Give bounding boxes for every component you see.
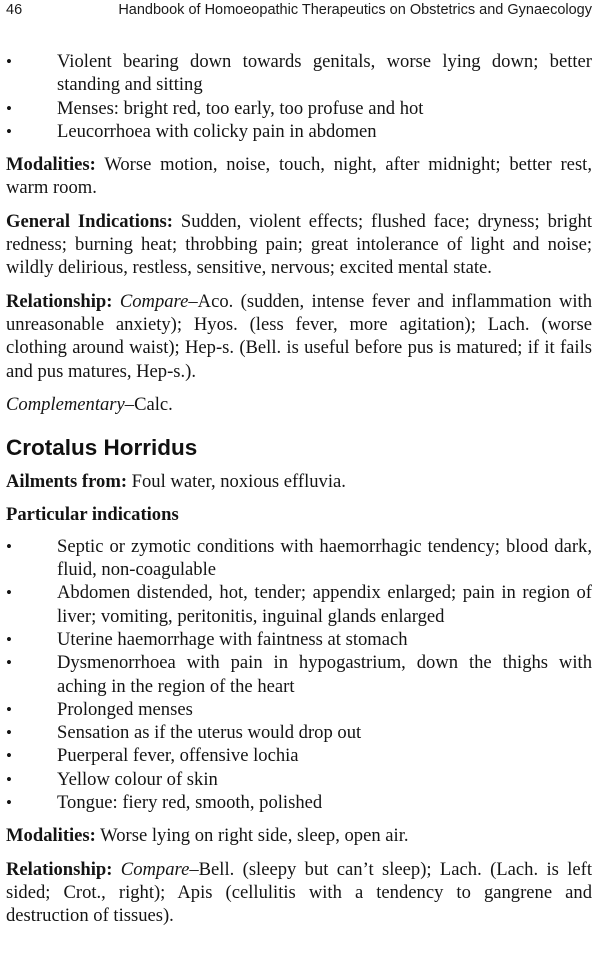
complementary-paragraph — [6, 393, 592, 416]
ailments-paragraph — [6, 470, 592, 493]
list-item: • Abdomen distended, hot, tender; appendix enlarged; pain in region of liver; vomiting, peritonitis, inguinal glands enlarged — [6, 581, 592, 628]
crotalus-bullet-list — [6, 535, 592, 815]
belladonna-bullet-list — [6, 50, 592, 143]
complementary-text: Calc. — [134, 393, 173, 415]
particular-indications-heading: Particular indications — [6, 504, 179, 526]
ailments-text: Foul water, noxious effluvia. — [127, 471, 346, 493]
compare-label: Compare– — [119, 290, 198, 312]
list-item: • Prolonged menses — [6, 698, 592, 721]
book-title: Handbook of Homoeopathic Therapeutics on Obstetrics and Gynaecology — [118, 2, 592, 18]
crotalus-compare-label: Compare– — [120, 858, 199, 880]
list-item: • Uterine haemorrhage with faintness at stomach — [6, 628, 592, 651]
list-item: • Septic or zymotic conditions with haemorrhagic tendency; blood dark, fluid, non-coagulable — [6, 535, 592, 582]
list-item: • Tongue: fiery red, smooth, polished — [6, 791, 592, 814]
crotalus-relationship-text: Bell. (sleepy but can’t sleep); Lach. (Lach. is left sided; Crot., right); Apis (cellulitis with a tendency to gangrene and destruction of tissues). — [6, 858, 592, 927]
list-item: • Yellow colour of skin — [6, 768, 592, 791]
list-item: • Sensation as if the uterus would drop out — [6, 721, 592, 744]
crotalus-modalities-paragraph — [6, 824, 592, 847]
modalities-text: Worse motion, noise, touch, night, after midnight; better rest, warm room. — [6, 154, 592, 199]
section-title: Crotalus Horridus — [6, 435, 198, 461]
list-item: • Menses: bright red, too early, too profuse and hot — [6, 97, 592, 120]
modalities-paragraph — [6, 153, 592, 200]
ailments-label: Ailments from: — [6, 471, 128, 493]
crotalus-relationship-paragraph — [6, 858, 592, 928]
list-item: • Puerperal fever, offensive lochia — [6, 744, 592, 767]
running-header — [6, 2, 592, 24]
general-indications-label: General Indications: — [6, 210, 173, 232]
relationship-text: Aco. (sudden, intense fever and inflammation with unreasonable anxiety); Hyos. (less fever, more agitation); Lach. (worse clothing around waist); Hep-s. (Bell. is useful before pus is matured; if it fails and pus matures, Hep-s.). — [6, 290, 593, 382]
crotalus-modalities-label: Modalities: — [6, 825, 96, 847]
relationship-paragraph — [6, 290, 592, 383]
list-item: • Leucorrhoea with colicky pain in abdomen — [6, 120, 592, 143]
relationship-label: Relationship: — [6, 290, 113, 312]
modalities-label: Modalities: — [6, 154, 96, 176]
crotalus-modalities-text: Worse lying on right side, sleep, open air. — [95, 825, 409, 847]
page-number: 46 — [6, 2, 23, 18]
general-indications-paragraph — [6, 210, 592, 280]
list-item: • Dysmenorrhoea with pain in hypogastrium, down the thighs with aching in the region of the heart — [6, 651, 592, 698]
general-indications-text: Sudden, violent effects; flushed face; dryness; bright redness; burning heat; throbbing pain; great intolerance of light and noise; wildly delirious, restless, sensitive, nervous; excited mental state. — [6, 210, 592, 279]
page-body — [6, 50, 592, 928]
list-item: • Violent bearing down towards genitals, worse lying down; better standing and sitting — [6, 50, 592, 97]
crotalus-relationship-label: Relationship: — [6, 858, 113, 880]
complementary-label: Complementary– — [6, 393, 135, 415]
